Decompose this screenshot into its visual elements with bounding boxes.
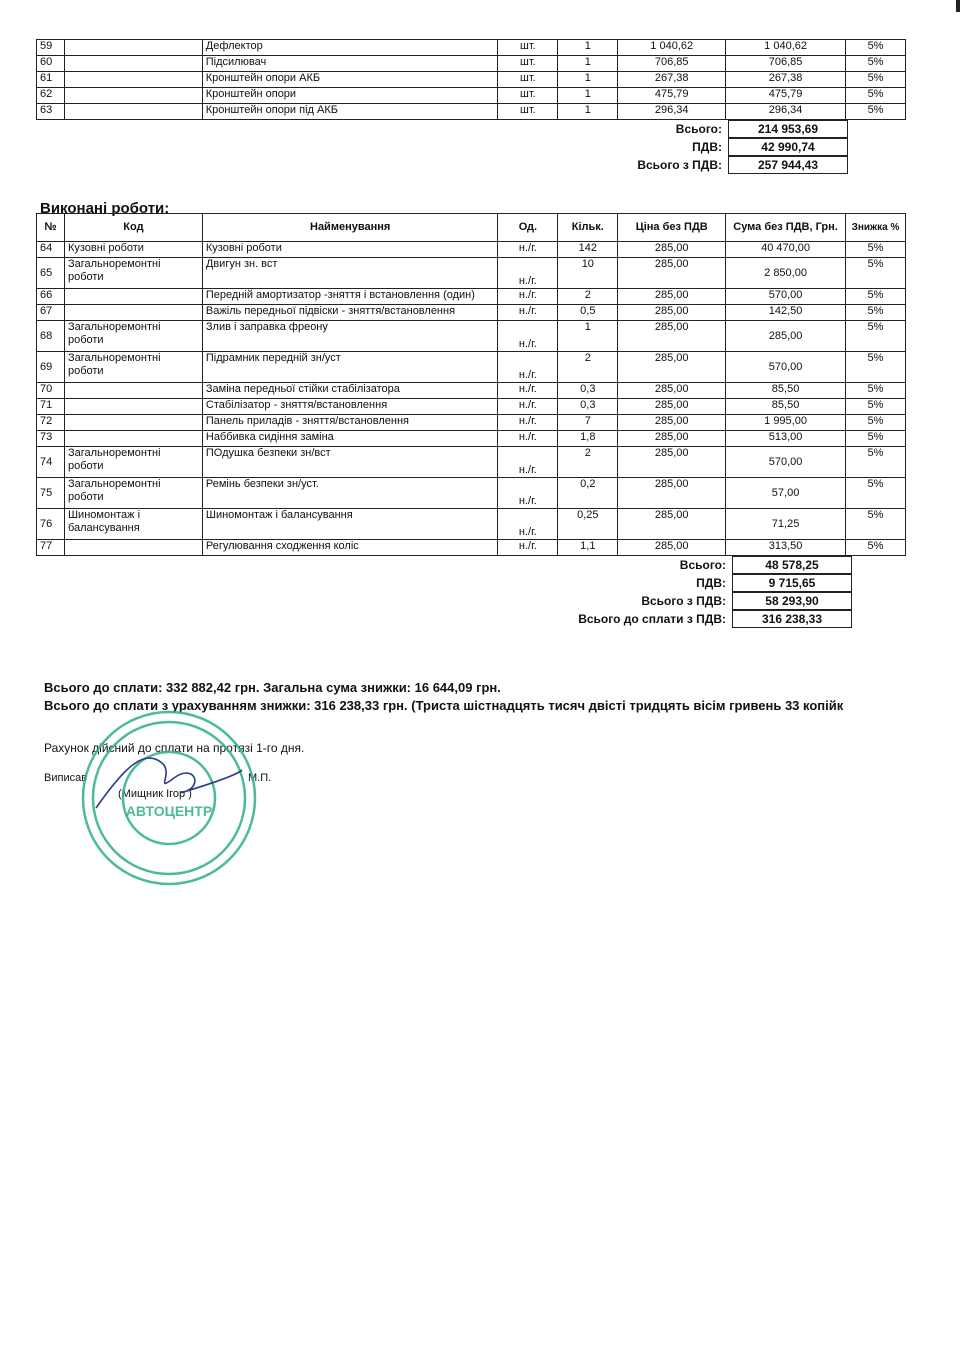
price-cell: 706,85 [618,56,726,72]
no-cell: 70 [37,383,65,399]
discount-cell: 5% [845,242,905,258]
header-unit: Од. [498,214,558,242]
table-row [37,352,906,383]
name-cell: Заміна передньої стійки стабілізатора [202,383,498,399]
qty-cell: 0,3 [558,383,618,399]
sum-cell: 1 040,62 [726,40,846,56]
header-sum: Сума без ПДВ, Грн. [726,214,846,242]
price-cell: 285,00 [618,415,726,431]
code-cell [64,289,202,305]
table-row [37,104,906,120]
total-value: 214 953,69 [728,120,848,138]
qty-cell: 10 [558,258,618,289]
unit-cell: шт. [498,72,558,88]
table-row [37,289,906,305]
table-row [37,383,906,399]
total-value: 9 715,65 [732,574,852,592]
code-cell: Загальноремонтні роботи [64,447,202,478]
name-cell: Кронштейн опори АКБ [202,72,498,88]
table-row [37,478,906,509]
mp-label: М.П. [248,772,272,784]
table-row [37,447,906,478]
table-row [37,509,906,540]
price-cell: 285,00 [618,383,726,399]
table-row [37,88,906,104]
no-cell: 59 [37,40,65,56]
price-cell: 285,00 [618,399,726,415]
sum-cell: 296,34 [726,104,846,120]
sum-cell: 267,38 [726,72,846,88]
name-cell: Двигун зн. вст [202,258,498,289]
unit-cell: н./г. [498,305,558,321]
price-cell: 285,00 [618,540,726,556]
name-cell: Стабілізатор - зняття/встановлення [202,399,498,415]
name-cell: Ремінь безпеки зн/уст. [202,478,498,509]
price-cell: 1 040,62 [618,40,726,56]
no-cell: 73 [37,431,65,447]
no-cell: 74 [37,447,65,478]
sum-cell: 71,25 [726,509,846,540]
discount-cell: 5% [845,321,905,352]
table-row [37,72,906,88]
discount-cell: 5% [846,72,906,88]
code-cell: Загальноремонтні роботи [64,352,202,383]
unit-cell: н./г. [498,383,558,399]
total-label: Всього: [679,558,726,572]
qty-cell: 0,2 [558,478,618,509]
qty-cell: 1 [558,321,618,352]
code-cell: Кузовні роботи [64,242,202,258]
discount-cell: 5% [845,415,905,431]
unit-cell: н./г. [498,352,558,383]
parts-table [36,39,906,120]
qty-cell: 0,5 [558,305,618,321]
name-cell: Злив і заправка фреону [202,321,498,352]
table-row [37,258,906,289]
price-cell: 296,34 [618,104,726,120]
qty-cell: 0,25 [558,509,618,540]
total-value: 316 238,33 [732,610,852,628]
unit-cell: н./г. [498,258,558,289]
total-label: ПДВ: [692,140,722,154]
qty-cell: 1 [558,88,618,104]
sum-cell: 570,00 [726,352,846,383]
works-table [36,213,906,556]
issued-label: Виписав [44,772,88,784]
discount-cell: 5% [845,447,905,478]
name-cell: ПОдушка безпеки зн/вст [202,447,498,478]
unit-cell: шт. [498,88,558,104]
no-cell: 75 [37,478,65,509]
price-cell: 475,79 [618,88,726,104]
qty-cell: 2 [558,352,618,383]
qty-cell: 0,3 [558,399,618,415]
unit-cell: н./г. [498,509,558,540]
total-label: Всього до сплати з ПДВ: [578,612,726,626]
price-cell: 285,00 [618,242,726,258]
no-cell: 65 [37,258,65,289]
name-cell: Наббивка сидіння заміна [202,431,498,447]
no-cell: 69 [37,352,65,383]
qty-cell: 2 [558,447,618,478]
name-cell: Регулювання сходження коліс [202,540,498,556]
works-header-row [37,214,906,242]
unit-cell: н./г. [498,478,558,509]
discount-cell: 5% [845,305,905,321]
qty-cell: 1 [558,72,618,88]
sum-cell: 2 850,00 [726,258,846,289]
price-cell: 285,00 [618,305,726,321]
qty-cell: 1 [558,40,618,56]
name-cell: Кузовні роботи [202,242,498,258]
no-cell: 66 [37,289,65,305]
code-cell [64,305,202,321]
code-cell [64,415,202,431]
company-stamp [74,708,264,888]
table-row [37,40,906,56]
name-cell: Підсилювач [202,56,498,72]
sum-cell: 1 995,00 [726,415,846,431]
discount-cell: 5% [846,40,906,56]
sum-cell: 313,50 [726,540,846,556]
no-cell: 71 [37,399,65,415]
header-price: Ціна без ПДВ [618,214,726,242]
code-cell [64,72,202,88]
unit-cell: н./г. [498,242,558,258]
name-cell: Передній амортизатор -зняття і встановлення (один) [202,289,498,305]
unit-cell: шт. [498,40,558,56]
price-cell: 285,00 [618,258,726,289]
discount-cell: 5% [845,289,905,305]
no-cell: 68 [37,321,65,352]
discount-cell: 5% [845,258,905,289]
unit-cell: н./г. [498,447,558,478]
signature [96,758,242,808]
qty-cell: 1 [558,56,618,72]
discount-cell: 5% [845,478,905,509]
code-cell [64,399,202,415]
code-cell [64,104,202,120]
unit-cell: н./г. [498,321,558,352]
unit-cell: н./г. [498,431,558,447]
qty-cell: 142 [558,242,618,258]
no-cell: 64 [37,242,65,258]
name-cell: Важіль передньої підвіски - зняття/встановлення [202,305,498,321]
discount-cell: 5% [845,509,905,540]
validity-note: Рахунок дійсний до сплати на протязі 1-го дня. [44,741,305,755]
sum-cell: 513,00 [726,431,846,447]
issuer-name: (Мищник Ігор ) [118,788,192,800]
table-row [37,321,906,352]
sum-cell: 57,00 [726,478,846,509]
works-title: Виконані роботи: [40,200,170,217]
discount-cell: 5% [846,56,906,72]
stamp-text: АВТОЦЕНТР [125,803,213,819]
header-code: Код [64,214,202,242]
summary-total: Всього до сплати: 332 882,42 грн. Загальна сума знижки: 16 644,09 грн. [44,680,501,695]
unit-cell: шт. [498,56,558,72]
no-cell: 61 [37,72,65,88]
header-qty: Кільк. [558,214,618,242]
total-label: ПДВ: [696,576,726,590]
total-value: 42 990,74 [728,138,848,156]
price-cell: 285,00 [618,447,726,478]
header-no: № [37,214,65,242]
code-cell: Загальноремонтні роботи [64,321,202,352]
total-value: 58 293,90 [732,592,852,610]
sum-cell: 285,00 [726,321,846,352]
total-label: Всього з ПДВ: [641,594,726,608]
discount-cell: 5% [846,88,906,104]
unit-cell: н./г. [498,289,558,305]
code-cell [64,56,202,72]
price-cell: 285,00 [618,509,726,540]
discount-cell: 5% [845,399,905,415]
scan-edge-mark [956,0,960,12]
total-value: 257 944,43 [728,156,848,174]
code-cell [64,88,202,104]
discount-cell: 5% [845,383,905,399]
discount-cell: 5% [845,431,905,447]
sum-cell: 85,50 [726,383,846,399]
sum-cell: 142,50 [726,305,846,321]
code-cell: Шиномонтаж і балансування [64,509,202,540]
table-row [37,540,906,556]
discount-cell: 5% [846,104,906,120]
no-cell: 67 [37,305,65,321]
sum-cell: 706,85 [726,56,846,72]
table-row [37,242,906,258]
discount-cell: 5% [845,540,905,556]
header-discount: Знижка % [845,214,905,242]
sum-cell: 570,00 [726,289,846,305]
name-cell: Дефлектор [202,40,498,56]
name-cell: Підрамник передній зн/уст [202,352,498,383]
no-cell: 77 [37,540,65,556]
qty-cell: 7 [558,415,618,431]
name-cell: Кронштейн опори [202,88,498,104]
qty-cell: 1,1 [558,540,618,556]
qty-cell: 2 [558,289,618,305]
code-cell [64,431,202,447]
code-cell: Загальноремонтні роботи [64,478,202,509]
table-row [37,431,906,447]
header-name: Найменування [202,214,498,242]
code-cell [64,540,202,556]
no-cell: 63 [37,104,65,120]
code-cell [64,40,202,56]
qty-cell: 1,8 [558,431,618,447]
price-cell: 285,00 [618,352,726,383]
summary-with-discount: Всього до сплати з урахуванням знижки: 316 238,33 грн. (Триста шістнадцять тисяч двісті тридцять вісім гривень 33 копійк [44,698,844,713]
qty-cell: 1 [558,104,618,120]
table-row [37,415,906,431]
no-cell: 76 [37,509,65,540]
no-cell: 72 [37,415,65,431]
price-cell: 285,00 [618,289,726,305]
unit-cell: шт. [498,104,558,120]
price-cell: 285,00 [618,431,726,447]
unit-cell: н./г. [498,399,558,415]
no-cell: 62 [37,88,65,104]
name-cell: Шиномонтаж і балансування [202,509,498,540]
name-cell: Панель приладів - зняття/встановлення [202,415,498,431]
sum-cell: 570,00 [726,447,846,478]
sum-cell: 85,50 [726,399,846,415]
name-cell: Кронштейн опори під АКБ [202,104,498,120]
table-row [37,305,906,321]
table-row [37,399,906,415]
sum-cell: 40 470,00 [726,242,846,258]
sum-cell: 475,79 [726,88,846,104]
total-label: Всього з ПДВ: [637,158,722,172]
no-cell: 60 [37,56,65,72]
total-value: 48 578,25 [732,556,852,574]
code-cell: Загальноремонтні роботи [64,258,202,289]
code-cell [64,383,202,399]
price-cell: 267,38 [618,72,726,88]
price-cell: 285,00 [618,478,726,509]
total-label: Всього: [675,122,722,136]
table-row [37,56,906,72]
discount-cell: 5% [845,352,905,383]
unit-cell: н./г. [498,415,558,431]
price-cell: 285,00 [618,321,726,352]
unit-cell: н./г. [498,540,558,556]
